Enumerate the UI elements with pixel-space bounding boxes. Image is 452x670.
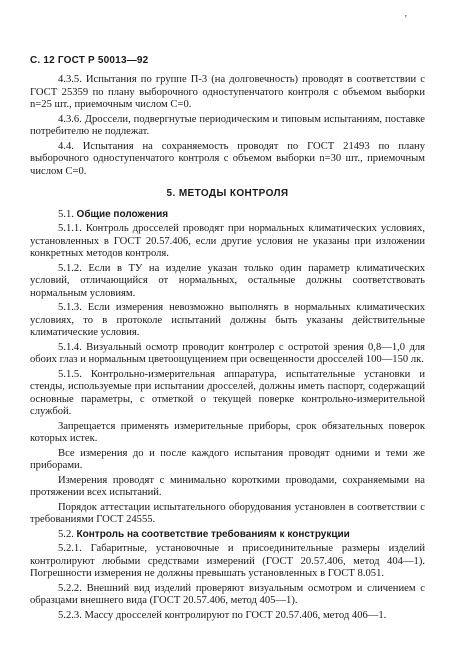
paragraph-prohibition: Запрещается применять измерительные приборы, срок обязательных поверок которых истек. <box>30 420 425 444</box>
subsection-title: Общие положения <box>76 208 169 220</box>
paragraph-short-wires: Измерения проводят с минимально короткими проводами, сохраняемыми на протяжении всех испытаний. <box>30 474 425 498</box>
paragraph-5-2-1: 5.2.1. Габаритные, установочные и присоединительные размеры изделий контролируют любыми средствами измерений (ГОСТ 20.57.406, метод 404—1). Погрешности измерения не должны превышать установленных в ГОСТ 8.051. <box>30 543 425 579</box>
paragraph-certification: Порядок аттестации испытательного оборудования установлен в соответствии с требованиями ГОСТ 24555. <box>30 501 425 525</box>
paragraph-5-1-1: 5.1.1. Контроль дросселей проводят при нормальных климатических условиях, установленных в ГОСТ 20.57.406, если другие условия не указаны при изложении конкретных методов контроля. <box>30 223 425 259</box>
subsection-5-1-heading <box>30 209 425 222</box>
section-title: 5. МЕТОДЫ КОНТРОЛЯ <box>166 188 289 199</box>
paragraph-same-instruments: Все измерения до и после каждого испытания проводят одними и теми же приборами. <box>30 447 425 471</box>
paragraph-5-1-3: 5.1.3. Если измерения невозможно выполнять в нормальных климатических условиях, то в протоколе испытаний должны быть указаны действительные климатические условия. <box>30 302 425 338</box>
paragraph-5-2-3: 5.2.3. Массу дросселей контролируют по ГОСТ 20.57.406, метод 406—1. <box>58 609 387 621</box>
paragraph-5-1-4: 5.1.4. Визуальный осмотр проводит контролер с остротой зрения 0,8—1,0 для обоих глаз и нормальным цветоощущением при освещенности дросселей 100—150 лк. <box>30 341 425 365</box>
page-header: С. 12 ГОСТ Р 50013—92 <box>30 55 149 66</box>
subsection-number: 5.1. <box>58 208 74 220</box>
subsection-title: Контроль на соответствие требованиям к конструкции <box>76 528 350 540</box>
subsection-number: 5.2. <box>58 528 74 540</box>
document-body <box>30 74 425 624</box>
paragraph-4-3-5: 4.3.5. Испытания по группе П-3 (на долговечность) проводят в соответствии с ГОСТ 25359 по плану выборочного одноступенчатого контроля с объемом выборки n=25 шт., приемочным числом C=0. <box>30 74 425 110</box>
paragraph-5-2-2: 5.2.2. Внешний вид изделий проверяют визуальным осмотром и сличением с образцами внешнего вида (ГОСТ 20.57.406, метод 405—1). <box>30 582 425 606</box>
paragraph-4-3-6: 4.3.6. Дроссели, подвергнутые периодическим и типовым испытаниям, поставке потребителю не подлежат. <box>30 113 425 137</box>
corner-mark: ' <box>405 14 407 25</box>
paragraph-4-4: 4.4. Испытания на сохраняемость проводят по ГОСТ 21493 по плану выборочного одноступенчатого контроля с объемом выборки n=30 шт., приемочным числом C=0. <box>30 140 425 177</box>
subsection-5-2-heading <box>30 529 425 542</box>
paragraph-5-1-5: 5.1.5. Контрольно-измерительная аппаратура, испытательные установки и стенды, используемые при испытании дросселей, должны иметь паспорт, содержащий основные параметры, с отметкой о текущей поверке контрольно-измерительной службой. <box>30 368 425 417</box>
paragraph-5-1-2: 5.1.2. Если в ТУ на изделие указан только один параметр климатических условий, отличающийся от нормальных, остальные должны соответствовать нормальным условиям. <box>30 262 425 299</box>
